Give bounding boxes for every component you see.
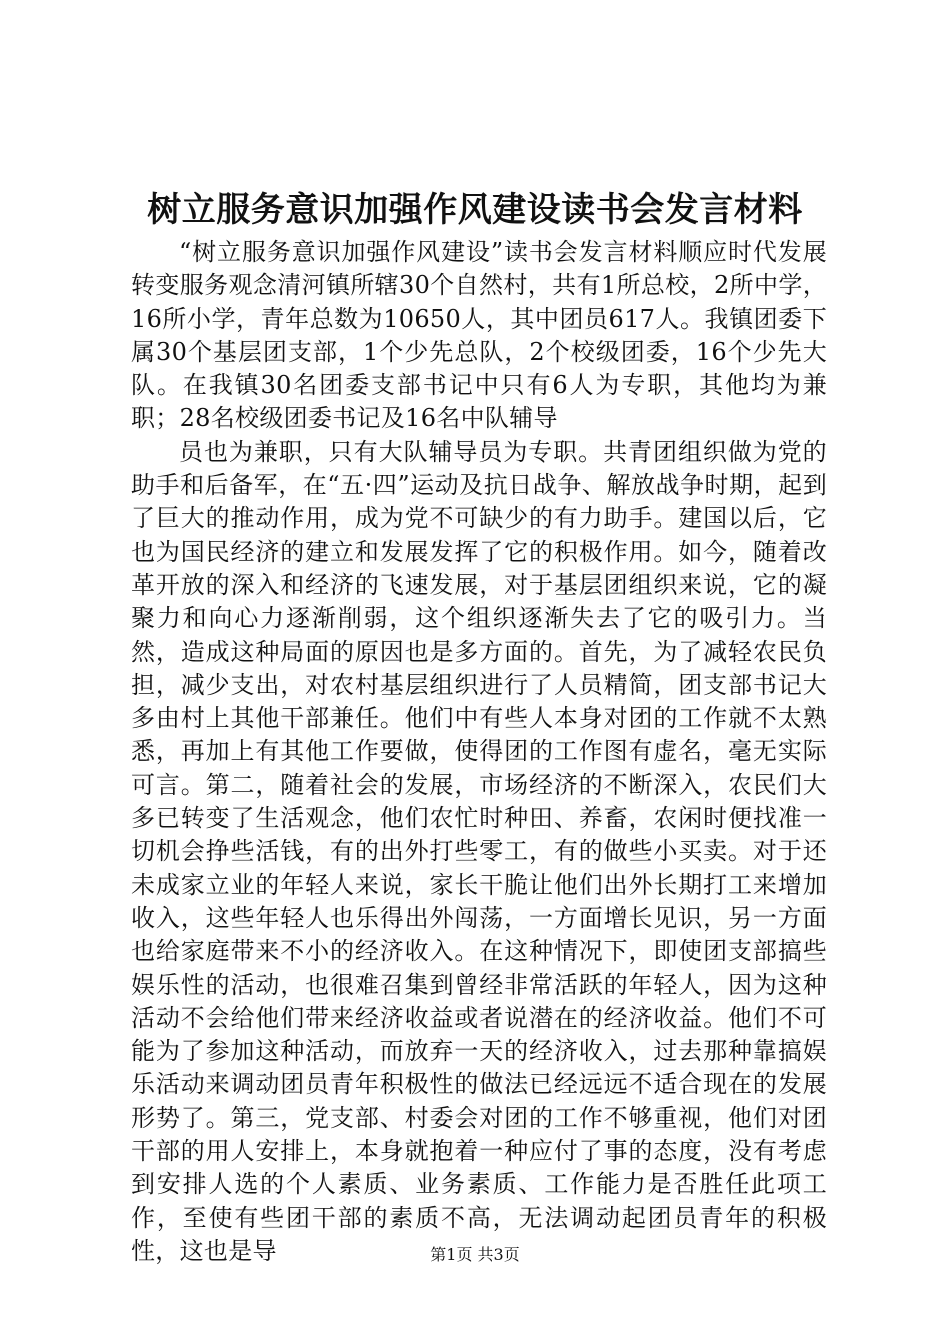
document-title: 树立服务意识加强作风建设读书会发言材料 — [147, 190, 803, 230]
document-body — [131, 236, 827, 1268]
paragraph-1: “树立服务意识加强作风建设”读书会发言材料顺应时代发展转变服务观念清河镇所辖30个自然村，共有1所总校，2所中学，16所小学，青年总数为10650人，其中团员617人。我镇团委下属30个基层团支部，1个少先总队，2个校级团委，16个少先大队。在我镇30名团委支部书记中只有6人为专职，其他均为兼职；28名校级团委书记及16名中队辅导 — [131, 238, 827, 433]
paragraph-2: 员也为兼职，只有大队辅导员为专职。共青团组织做为党的助手和后备军，在“五·四”运动及抗日战争、解放战争时期，起到了巨大的推动作用，成为党不可缺少的有力助手。建国以后，它也为国民经济的建立和发展发挥了它的积极作用。如今，随着改革开放的深入和经济的飞速发展，对于基层团组织来说，它的凝聚力和向心力逐渐削弱，这个组织逐渐失去了它的吸引力。当然，造成这种局面的原因也是多方面的。首先，为了减轻农民负担，减少支出，对农村基层组织进行了人员精简，团支部书记大多由村上其他干部兼任。他们中有些人本身对团的工作就不太熟悉，再加上有其他工作要做，使得团的工作图有虚名，毫无实际可言。第二，随着社会的发展，市场经济的不断深入，农民们大多已转变了生活观念，他们农忙时种田、养畜，农闲时便找准一切机会挣些活钱，有的出外打些零工，有的做些小买卖。对于还未成家立业的年轻人来说，家长干脆让他们出外长期打工来增加收入，这些年轻人也乐得出外闯荡，一方面增长见识，另一方面也给家庭带来不小的经济收入。在这种情况下，即使团支部搞些娱乐性的活动，也很难召集到曾经非常活跃的年轻人，因为这种活动不会给他们带来经济收益或者说潜在的经济收益。他们不可能为了参加这种活动，而放弃一天的经济收入，过去那种靠搞娱乐活动来调动团员青年积极性的做法已经远远不适合现在的发展形势了。第三，党支部、村委会对团的工作不够重视，他们对团干部的用人安排上，本身就抱着一种应付了事的态度，没有考虑到安排人选的个人素质、业务素质、工作能力是否胜任此项工作，至使有些团干部的素质不高，无法调动起团员青年的积极性，这也是导 — [131, 437, 827, 1265]
page-number-footer: 第1页 共3页 — [430, 1245, 520, 1264]
